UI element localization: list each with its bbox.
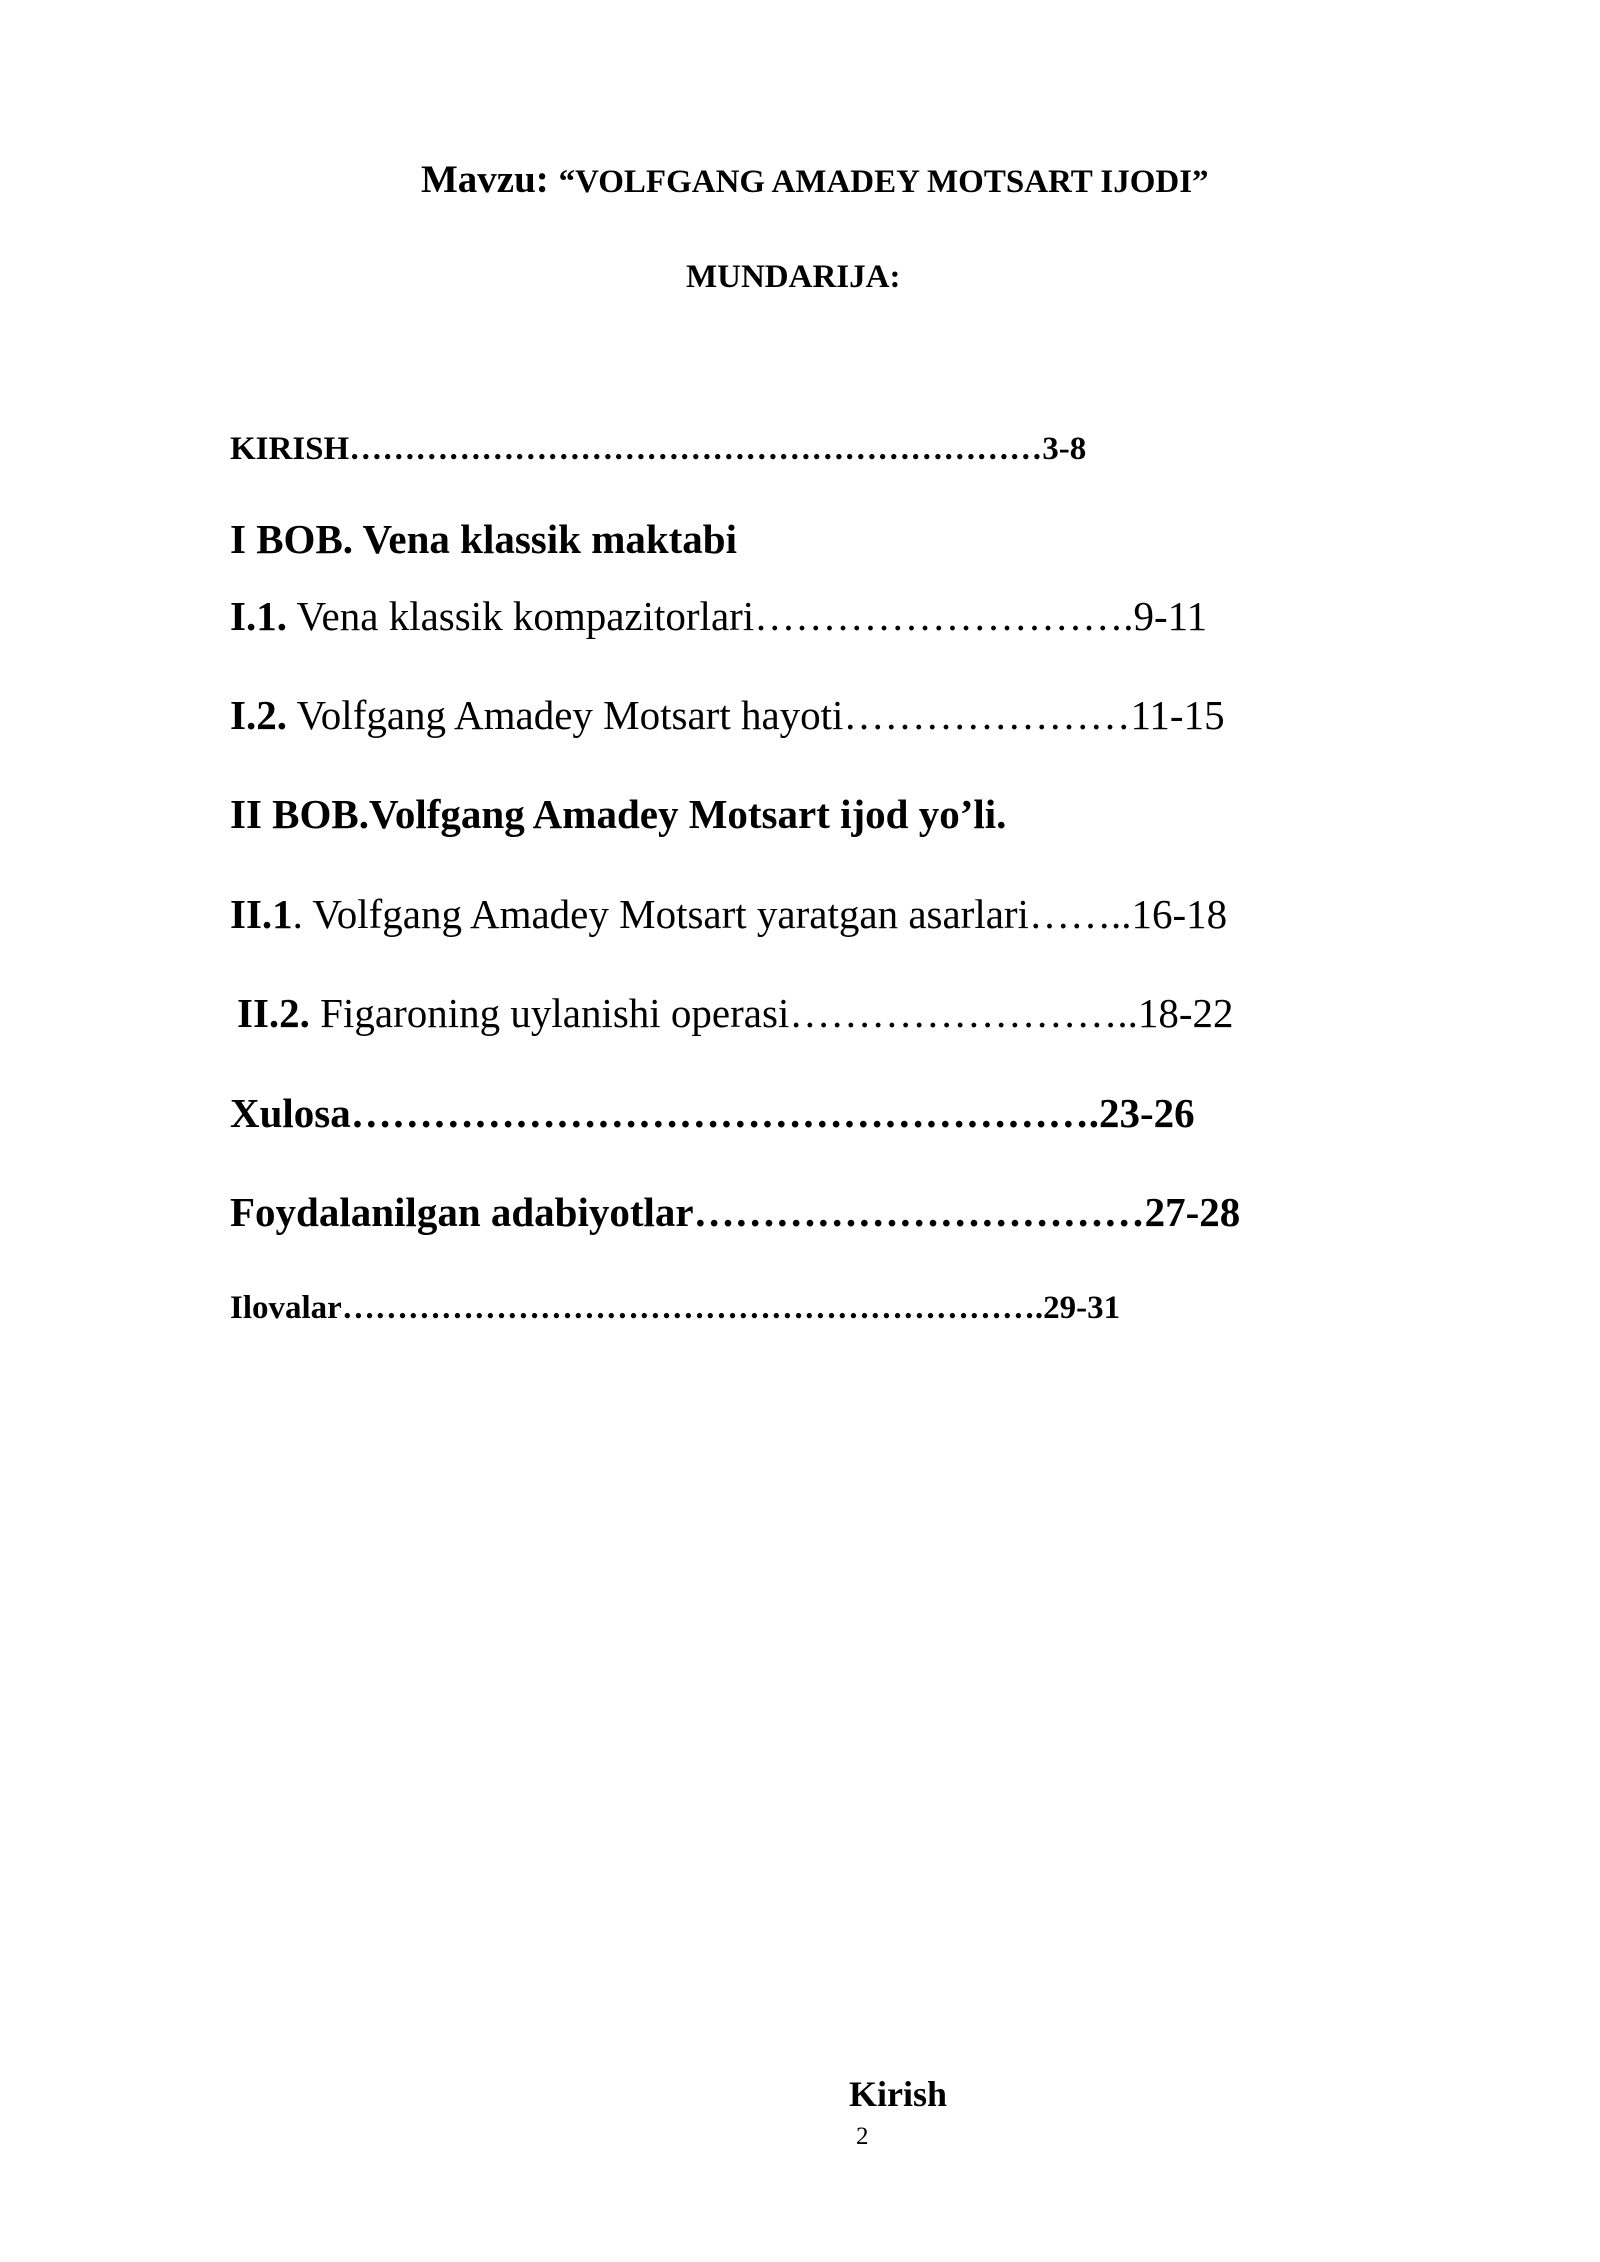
toc-entry-label: . Volfgang Amadey Motsart yaratgan asarlari — [292, 891, 1029, 937]
toc-entry-dots: …………………………… — [693, 1189, 1145, 1235]
toc-entry-ii2 — [237, 990, 1234, 1036]
toc-entry-appendices — [230, 1292, 1120, 1325]
toc-entry-pages: 18-22 — [1137, 990, 1234, 1036]
toc-entry-dots: ………………………………………………. — [350, 1090, 1100, 1136]
toc-entry-label: Vena klassik kompazitorlari — [286, 593, 755, 639]
toc-entry-pages: 11-15 — [1130, 692, 1225, 738]
toc-entry-label: Foydalanilgan adabiyotlar — [230, 1189, 694, 1235]
toc-heading: MUNDARIJA: — [686, 259, 901, 295]
toc-entry-dots: …….. — [1028, 891, 1132, 937]
toc-entry-pages: 29-31 — [1043, 1290, 1121, 1326]
topic-title: “VOLFGANG AMADEY MOTSART IJODI” — [558, 164, 1209, 200]
toc-entry-dots: …………………….. — [789, 990, 1138, 1036]
toc-entry-label: Figaroning uylanishi operasi — [309, 990, 790, 1036]
toc-entry-i2 — [230, 692, 1225, 738]
toc-entry-dots: ………………… — [843, 692, 1131, 738]
toc-entry-label: KIRISH — [230, 431, 350, 467]
toc-entry-pages: 23-26 — [1099, 1090, 1195, 1136]
toc-chapter-label: II BOB.Volfgang Amadey Motsart ijod yo’li. — [230, 791, 1007, 837]
toc-entry-pages: 9-11 — [1133, 593, 1208, 639]
topic-prefix: Mavzu: — [421, 158, 559, 201]
toc-entry-number: II.2. — [237, 990, 310, 1036]
document-topic — [421, 160, 1209, 199]
toc-entry-pages: 27-28 — [1144, 1189, 1241, 1235]
toc-entry-references — [230, 1189, 1241, 1235]
toc-entry-number: I.2. — [230, 692, 287, 738]
toc-entry-xulosa — [230, 1090, 1195, 1136]
toc-entry-dots: ………………………………………………………. — [341, 1290, 1044, 1326]
toc-entry-label: Volfgang Amadey Motsart hayoti — [286, 692, 844, 738]
page-number: 2 — [856, 2123, 869, 2150]
toc-chapter-label: I BOB. Vena klassik maktabi — [230, 516, 737, 562]
toc-entry-label: Xulosa — [230, 1090, 351, 1136]
next-section-heading: Kirish — [849, 2074, 948, 2114]
toc-entry-dots: ……………………………………………………… — [349, 431, 1043, 467]
toc-entry-dots: ………………………. — [754, 593, 1134, 639]
toc-entry-ii1 — [230, 891, 1228, 937]
toc-entry-pages: 3-8 — [1042, 431, 1087, 467]
toc-entry-number: I.1. — [230, 593, 287, 639]
toc-chapter-1 — [230, 516, 737, 562]
toc-chapter-2 — [230, 791, 1007, 837]
toc-entry-number: II.1 — [230, 891, 293, 937]
toc-entry-pages: 16-18 — [1131, 891, 1228, 937]
toc-entry-kirish — [230, 433, 1086, 466]
toc-entry-i1 — [230, 593, 1208, 639]
toc-entry-label: Ilovalar — [230, 1290, 342, 1326]
